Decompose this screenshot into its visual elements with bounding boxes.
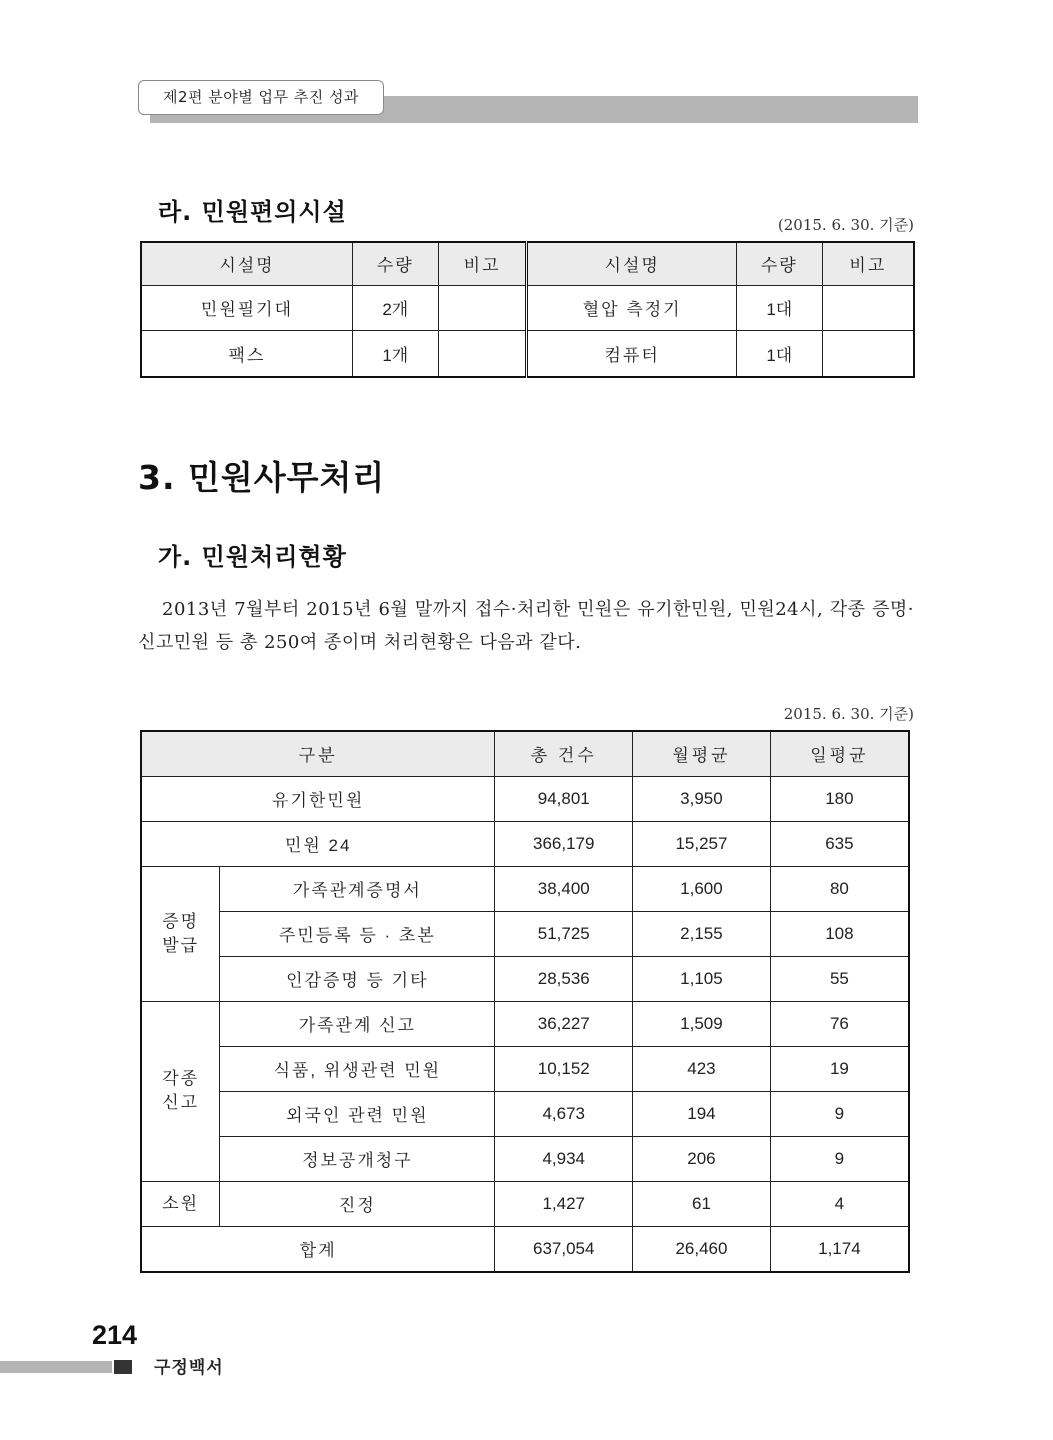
monthly-cell: 1,509 (633, 1001, 771, 1046)
daily-cell: 635 (770, 821, 909, 866)
daily-cell: 180 (770, 776, 909, 821)
processing-heading: 가. 민원처리현황 (158, 543, 347, 571)
footer-square-marker (114, 1360, 132, 1374)
table-cell (438, 285, 527, 330)
chapter-label: 제2편 분야별 업무 추진 성과 (138, 80, 384, 115)
column-header: 총 건수 (495, 731, 633, 776)
total-cell: 4,934 (495, 1136, 633, 1181)
table-cell: 혈압 측정기 (527, 285, 736, 330)
book-title: 구정백서 (154, 1358, 224, 1378)
column-header: 시설명 (527, 242, 736, 285)
table-cell: 컴퓨터 (527, 330, 736, 377)
table-row (141, 1001, 909, 1046)
monthly-cell: 26,460 (633, 1226, 771, 1272)
table-row (141, 330, 914, 377)
table-cell: 1개 (352, 330, 438, 377)
column-header: 수량 (352, 242, 438, 285)
total-cell: 637,054 (495, 1226, 633, 1272)
column-header: 시설명 (141, 242, 352, 285)
total-cell: 36,227 (495, 1001, 633, 1046)
total-cell: 51,725 (495, 911, 633, 956)
total-cell: 1,427 (495, 1181, 633, 1226)
table-header-row (141, 731, 909, 776)
total-cell: 366,179 (495, 821, 633, 866)
table-cell: 팩스 (141, 330, 352, 377)
table-row (141, 911, 909, 956)
table-cell: 민원필기대 (141, 285, 352, 330)
column-header: 월평균 (633, 731, 771, 776)
daily-cell: 9 (770, 1091, 909, 1136)
table-cell (822, 285, 914, 330)
row-label: 합계 (141, 1226, 495, 1272)
daily-cell: 9 (770, 1136, 909, 1181)
table-row (141, 1046, 909, 1091)
table-row (141, 956, 909, 1001)
row-label: 가족관계증명서 (220, 866, 495, 911)
body-paragraph: 2013년 7월부터 2015년 6월 말까지 접수·처리한 민원은 유기한민원, 민원24시, 각종 증명·신고민원 등 총 250여 종이며 처리현황은 다음과 같다. (138, 599, 914, 653)
monthly-cell: 2,155 (633, 911, 771, 956)
monthly-cell: 423 (633, 1046, 771, 1091)
monthly-cell: 15,257 (633, 821, 771, 866)
total-cell: 10,152 (495, 1046, 633, 1091)
table-header-row (141, 242, 914, 285)
table-row (141, 1091, 909, 1136)
monthly-cell: 206 (633, 1136, 771, 1181)
column-header: 일평균 (770, 731, 909, 776)
row-label: 인감증명 등 기타 (220, 956, 495, 1001)
facilities-heading: 라. 민원편의시설 (158, 198, 347, 226)
monthly-cell: 61 (633, 1181, 771, 1226)
total-cell: 38,400 (495, 866, 633, 911)
daily-cell: 1,174 (770, 1226, 909, 1272)
group-label: 각종 신고 (141, 1001, 220, 1181)
row-label: 가족관계 신고 (220, 1001, 495, 1046)
table-cell: 2개 (352, 285, 438, 330)
row-label: 외국인 관련 민원 (220, 1091, 495, 1136)
facilities-table (140, 241, 915, 378)
group-label: 증명 발급 (141, 866, 220, 1001)
monthly-cell: 1,600 (633, 866, 771, 911)
table-cell: 1대 (736, 285, 822, 330)
table-row (141, 776, 909, 821)
row-label: 진정 (220, 1181, 495, 1226)
row-label: 주민등록 등 · 초본 (220, 911, 495, 956)
table-cell (822, 330, 914, 377)
table-row (141, 1181, 909, 1226)
daily-cell: 4 (770, 1181, 909, 1226)
daily-cell: 80 (770, 866, 909, 911)
table-row (141, 866, 909, 911)
section-heading: 3. 민원사무처리 (138, 458, 386, 497)
daily-cell: 19 (770, 1046, 909, 1091)
page-number: 214 (92, 1320, 138, 1350)
table-row (141, 821, 909, 866)
total-cell: 28,536 (495, 956, 633, 1001)
monthly-cell: 3,950 (633, 776, 771, 821)
table-cell: 1대 (736, 330, 822, 377)
column-header: 구분 (141, 731, 495, 776)
column-header: 비고 (438, 242, 527, 285)
daily-cell: 76 (770, 1001, 909, 1046)
group-label: 소원 (141, 1181, 220, 1226)
processing-table (140, 730, 910, 1273)
row-label: 식품, 위생관련 민원 (220, 1046, 495, 1091)
daily-cell: 108 (770, 911, 909, 956)
table-row (141, 1136, 909, 1181)
processing-date-note: 2015. 6. 30. 기준) (783, 705, 914, 723)
facilities-date-note: (2015. 6. 30. 기준) (777, 216, 914, 234)
row-label: 민원 24 (141, 821, 495, 866)
table-cell (438, 330, 527, 377)
daily-cell: 55 (770, 956, 909, 1001)
total-row (141, 1226, 909, 1272)
table-row (141, 285, 914, 330)
column-header: 수량 (736, 242, 822, 285)
total-cell: 94,801 (495, 776, 633, 821)
row-label: 유기한민원 (141, 776, 495, 821)
monthly-cell: 194 (633, 1091, 771, 1136)
footer-bar (0, 1361, 112, 1373)
monthly-cell: 1,105 (633, 956, 771, 1001)
row-label: 정보공개청구 (220, 1136, 495, 1181)
column-header: 비고 (822, 242, 914, 285)
total-cell: 4,673 (495, 1091, 633, 1136)
